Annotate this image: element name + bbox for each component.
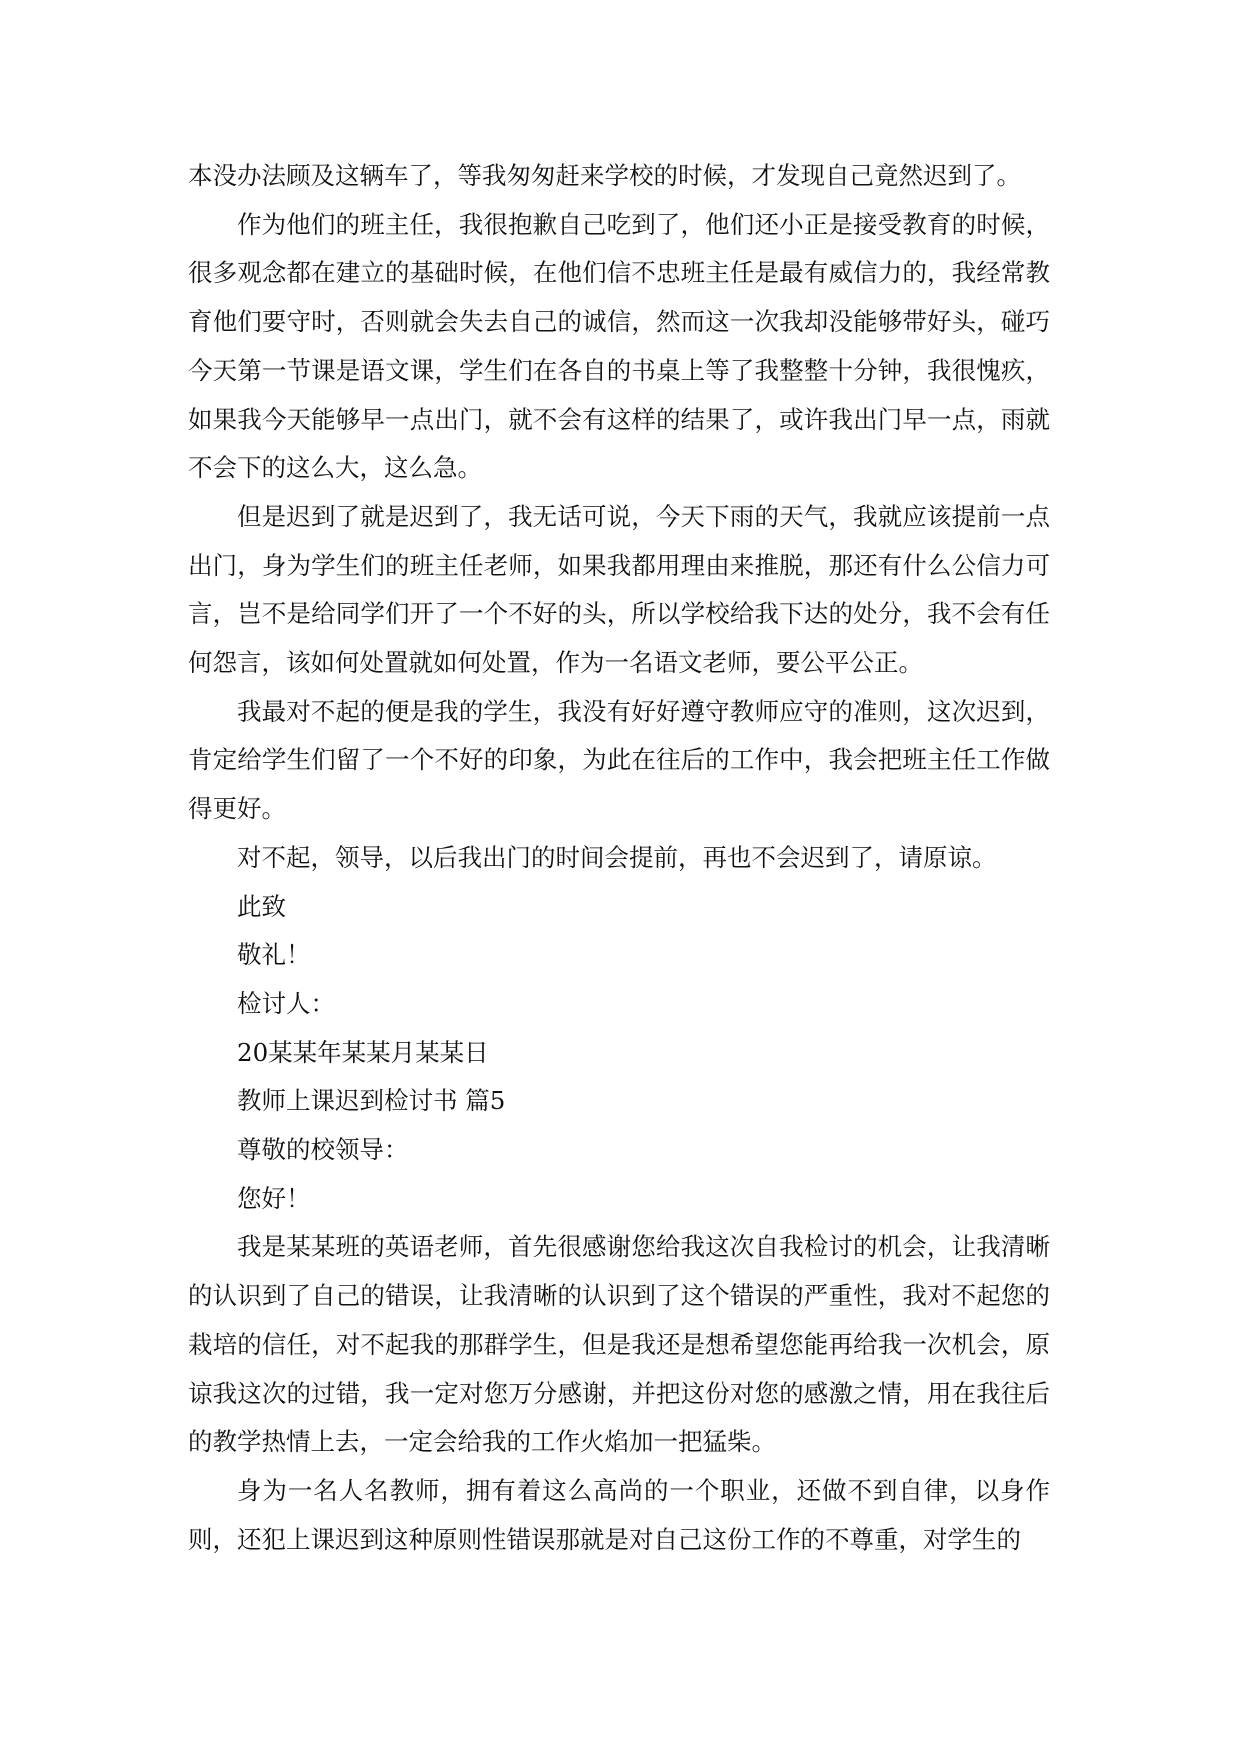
closing-salutation: 此致 bbox=[237, 891, 286, 921]
paragraph-6: 我是某某班的英语老师，首先很感谢您给我这次自我检讨的机会，让我清晰的认识到了自己的错误，让我清晰的认识到了这个错误的严重性，我对不起您的栽培的信任，对不起我的那群学生，但是我还是想希望您能再给我一次机会，原谅我这次的过错，我一定对您万分感谢，并把这份对您的感激之情，用在我往后的教学热情上去，一定会给我的工作火焰加一把猛柴。 bbox=[188, 1232, 1050, 1457]
signature-label: 检讨人： bbox=[237, 988, 335, 1018]
greeting-addressee: 尊敬的校领导： bbox=[237, 1135, 409, 1165]
paragraph-5: 对不起，领导，以后我出门的时间会提前，再也不会迟到了，请原谅。 bbox=[237, 842, 997, 872]
paragraph-7: 身为一名人名教师，拥有着这么高尚的一个职业，还做不到自律，以身作则，还犯上课迟到这种原则性错误那就是对自己这份工作的不尊重，对学生的 bbox=[188, 1475, 1050, 1554]
section-heading: 教师上课迟到检讨书 篇5 bbox=[237, 1086, 506, 1116]
paragraph-2: 作为他们的班主任，我很抱歉自己吃到了，他们还小正是接受教育的时候，很多观念都在建立的基础时候，在他们信不忠班主任是最有威信力的，我经常教育他们要守时，否则就会失去自己的诚信，然而这一次我却没能够带好头，碰巧今天第一节课是语文课，学生们在各自的书桌上等了我整整十分钟，我很愧疚，如果我今天能够早一点出门，就不会有这样的结果了，或许我出门早一点，雨就不会下的这么大，这么急。 bbox=[188, 209, 1050, 483]
paragraph-3: 但是迟到了就是迟到了，我无话可说，今天下雨的天气，我就应该提前一点出门，身为学生们的班主任老师，如果我都用理由来推脱，那还有什么公信力可言，岂不是给同学们开了一个不好的头，所以学校给我下达的处分，我不会有任何怨言，该如何处置就如何处置，作为一名语文老师，要公平公正。 bbox=[188, 501, 1050, 678]
paragraph-1: 本没办法顾及这辆车了，等我匆匆赶来学校的时候，才发现自己竟然迟到了。 bbox=[188, 161, 1021, 190]
document-body bbox=[188, 152, 1050, 1564]
greeting-hello: 您好！ bbox=[237, 1183, 311, 1213]
signature-date: 20某某年某某月某某日 bbox=[237, 1037, 489, 1067]
paragraph-4: 我最对不起的便是我的学生，我没有好好遵守教师应守的准则，这次迟到，肯定给学生们留了一个不好的印象，为此在往后的工作中，我会把班主任工作做得更好。 bbox=[188, 696, 1050, 824]
closing-regards: 敬礼！ bbox=[237, 940, 311, 970]
